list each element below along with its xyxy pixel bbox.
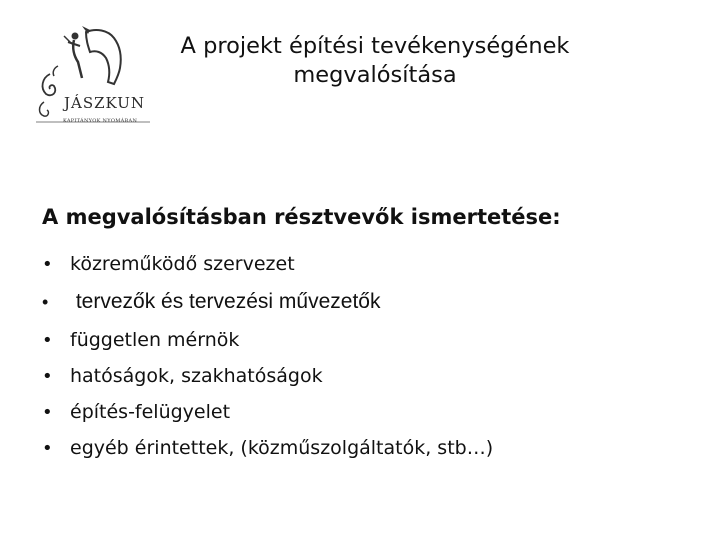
bullet-text: független mérnök — [70, 329, 240, 351]
bullet-item — [42, 282, 493, 322]
bullet-text: közreműködő szervezet — [70, 253, 295, 275]
bullet-item — [42, 358, 493, 394]
bullet-dot: • — [42, 253, 53, 275]
bullet-text: tervezők és tervezési művezetők — [70, 290, 381, 313]
bullet-dot: • — [42, 401, 53, 423]
logo-name: JÁSZKUN — [64, 94, 145, 112]
bullet-item — [42, 394, 493, 430]
bullet-text: hatóságok, szakhatóságok — [70, 365, 323, 387]
slide-subtitle: A megvalósításban résztvevők ismertetése: — [42, 205, 561, 229]
bullet-dot: • — [42, 329, 53, 351]
bullet-dot: • — [42, 365, 53, 387]
logo — [28, 22, 158, 137]
bullet-item — [42, 246, 493, 282]
bullet-list — [42, 246, 493, 466]
bullet-text: építés-felügyelet — [70, 401, 231, 423]
slide-title-line-1: A projekt építési tevékenységének — [180, 33, 570, 59]
bullet-dot: • — [42, 437, 53, 459]
bullet-dot: • — [42, 291, 49, 312]
slide-title-line-2: megvalósítása — [293, 62, 457, 89]
bullet-text: egyéb érintettek, (közműszolgáltatók, stb…) — [70, 437, 494, 459]
logo-tagline: KAPITÁNYOK NYOMÁBAN — [63, 118, 138, 124]
bullet-item — [42, 430, 493, 466]
slide-title — [170, 32, 580, 91]
bullet-item — [42, 322, 493, 358]
